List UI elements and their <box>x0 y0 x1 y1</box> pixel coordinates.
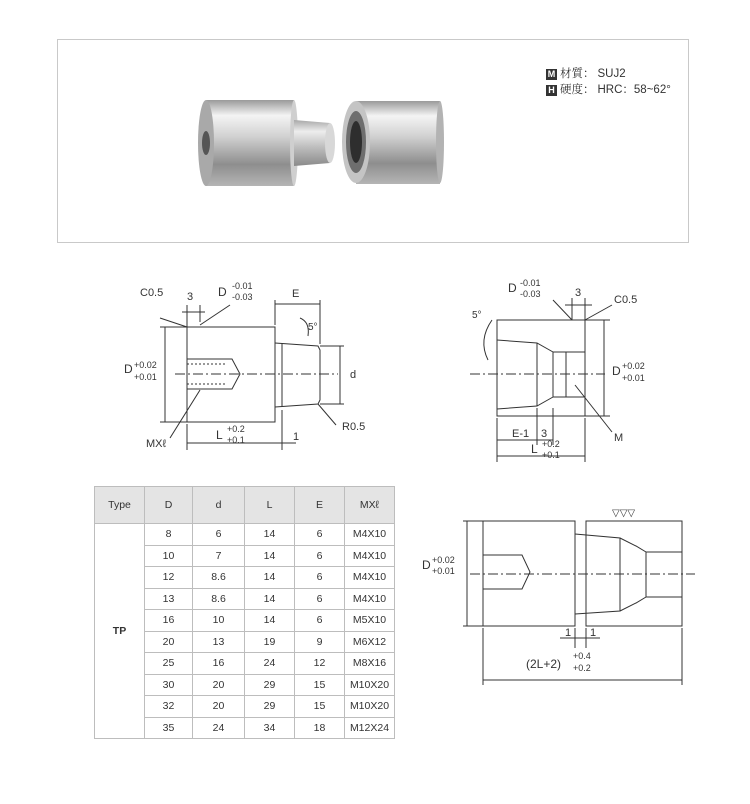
assembly-dd-label: D <box>422 558 431 572</box>
bushing-angle-label: 5° <box>472 310 482 321</box>
assembly-dim-1b-label: 1 <box>590 627 597 639</box>
punch-d-tol-label: D <box>218 285 227 299</box>
punch-drawing-labels <box>124 281 365 450</box>
table-cell: M4X10 <box>345 588 395 610</box>
table-cell: 20 <box>145 631 193 653</box>
table-cell: 10 <box>145 545 193 567</box>
bushing-dim-3b-label: 3 <box>541 428 548 440</box>
punch-e-label: E <box>292 288 300 300</box>
table-row <box>95 524 395 546</box>
bushing-d-tol-upper: -0.01 <box>520 278 541 288</box>
assembly-tol-lower: +0.2 <box>573 663 591 673</box>
table-cell: 8 <box>145 524 193 546</box>
header-d: D <box>145 487 193 524</box>
table-cell: 20 <box>193 674 245 696</box>
table-cell: M10X20 <box>345 696 395 718</box>
type-cell: TP <box>95 524 145 739</box>
table-cell: 6 <box>295 610 345 632</box>
table-cell: 14 <box>245 588 295 610</box>
table-cell: 14 <box>245 524 295 546</box>
header-e: E <box>295 487 345 524</box>
punch-l-label: L <box>216 428 223 442</box>
table-cell: 18 <box>295 717 345 739</box>
table-cell: 6 <box>295 545 345 567</box>
table-cell: M4X10 <box>345 567 395 589</box>
table-cell: 7 <box>193 545 245 567</box>
table-cell: 6 <box>295 588 345 610</box>
bushing-chamfer-label: C0.5 <box>614 294 638 306</box>
table-cell: 29 <box>245 696 295 718</box>
table-cell: 16 <box>193 653 245 675</box>
punch-small-d-label: d <box>350 369 357 381</box>
table-cell: 12 <box>295 653 345 675</box>
punch-l-upper: +0.2 <box>227 424 245 434</box>
table-cell: 34 <box>245 717 295 739</box>
header-small-d: d <box>193 487 245 524</box>
table-cell: 25 <box>145 653 193 675</box>
bushing-l-upper: +0.2 <box>542 439 560 449</box>
table-cell: M5X10 <box>345 610 395 632</box>
bushing-m-label: M <box>614 432 624 444</box>
table-cell: 20 <box>193 696 245 718</box>
dimension-table <box>94 486 395 739</box>
punch-thread-label: MXℓ <box>146 438 167 450</box>
punch-d-tol-upper: -0.01 <box>232 281 253 291</box>
bushing-dd-lower: +0.01 <box>622 373 645 383</box>
punch-angle-label: 5° <box>308 322 318 333</box>
assembly-dd-upper: +0.02 <box>432 555 455 565</box>
table-cell: 8.6 <box>193 588 245 610</box>
bushing-d-tol-label: D <box>508 281 517 295</box>
table-cell: 6 <box>295 567 345 589</box>
bushing-dim-3-label: 3 <box>575 287 582 299</box>
material-label: 材質： <box>560 68 595 80</box>
table-cell: M12X24 <box>345 717 395 739</box>
punch-dd-upper: +0.02 <box>134 360 157 370</box>
bushing-l-label: L <box>531 442 538 456</box>
table-cell: 13 <box>145 588 193 610</box>
table-cell: 15 <box>295 674 345 696</box>
punch-d-tol-lower: -0.03 <box>232 292 253 302</box>
table-cell: 19 <box>245 631 295 653</box>
hardness-badge: H <box>546 85 557 96</box>
table-cell: 16 <box>145 610 193 632</box>
header-l: L <box>245 487 295 524</box>
punch-dim-1-label: 1 <box>293 431 300 443</box>
assembly-total-label: (2L+2) <box>526 657 562 671</box>
material-badge: M <box>547 68 556 79</box>
table-cell: 13 <box>193 631 245 653</box>
punch-radius-label: R0.5 <box>342 421 366 433</box>
table-cell: 14 <box>245 610 295 632</box>
bushing-e1-label: E-1 <box>512 428 530 440</box>
assembly-tol-upper: +0.4 <box>573 651 591 661</box>
hardness-value: HRC：58~62° <box>597 84 671 96</box>
table-cell: 14 <box>245 567 295 589</box>
table-cell: 9 <box>295 631 345 653</box>
table-cell: 24 <box>193 717 245 739</box>
bushing-l-lower: +0.1 <box>542 450 560 460</box>
hardness-label: 硬度： <box>560 84 595 96</box>
table-cell: 10 <box>193 610 245 632</box>
bushing-dd-upper: +0.02 <box>622 361 645 371</box>
table-cell: 35 <box>145 717 193 739</box>
assembly-thread-hole <box>483 555 530 589</box>
table-cell: 14 <box>245 545 295 567</box>
table-cell: 30 <box>145 674 193 696</box>
header-thread: MXℓ <box>345 487 395 524</box>
table-header-row <box>95 487 395 524</box>
assembly-drawing-labels <box>422 508 635 673</box>
table-body <box>95 524 395 739</box>
table-cell: M4X10 <box>345 524 395 546</box>
punch-chamfer-label: C0.5 <box>140 287 164 299</box>
header-type: Type <box>95 487 145 524</box>
punch-dim-3-label: 3 <box>187 291 194 303</box>
table-cell: 6 <box>193 524 245 546</box>
bushing-body-outline <box>497 320 585 416</box>
table-cell: 6 <box>295 524 345 546</box>
table-cell: 12 <box>145 567 193 589</box>
surface-finish-symbol: ▽▽▽ <box>612 508 636 519</box>
assembly-dd-lower: +0.01 <box>432 566 455 576</box>
table-cell: M8X16 <box>345 653 395 675</box>
table-cell: M6X12 <box>345 631 395 653</box>
table-cell: 29 <box>245 674 295 696</box>
table-cell: 15 <box>295 696 345 718</box>
table-cell: M4X10 <box>345 545 395 567</box>
table-cell: M10X20 <box>345 674 395 696</box>
table-cell: 32 <box>145 696 193 718</box>
bushing-d-tol-lower: -0.03 <box>520 289 541 299</box>
bushing-dd-label: D <box>612 364 621 378</box>
punch-dd-lower: +0.01 <box>134 372 157 382</box>
punch-l-lower: +0.1 <box>227 435 245 445</box>
punch-dd-label: D <box>124 362 133 376</box>
assembly-dim-1a-label: 1 <box>565 627 572 639</box>
table-cell: 24 <box>245 653 295 675</box>
material-value: SUJ2 <box>597 68 626 80</box>
table-cell: 8.6 <box>193 567 245 589</box>
